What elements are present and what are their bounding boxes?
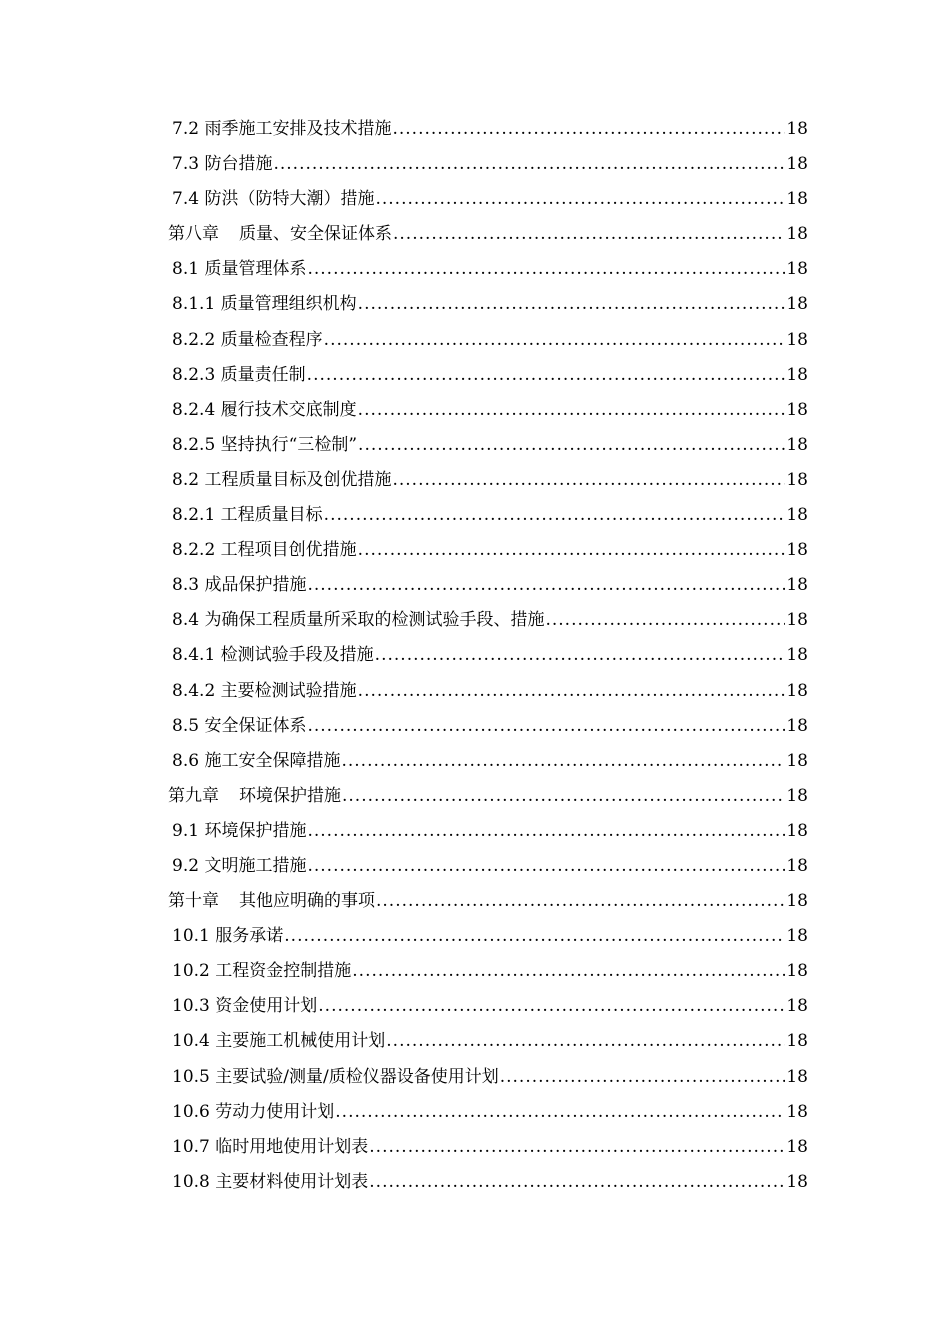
- toc-page-number: 18: [786, 680, 808, 701]
- toc-dot-leader: [342, 779, 785, 814]
- toc-page-number: 18: [786, 855, 808, 876]
- toc-dot-leader: [369, 1165, 785, 1200]
- toc-entry-label: 10.5 主要试验/测量/质检仪器设备使用计划: [172, 1066, 499, 1087]
- toc-entry-label: 9.1 环境保护措施: [172, 820, 307, 841]
- toc-entry-label: 7.4 防洪（防特大潮）措施: [172, 189, 375, 210]
- toc-page-number: 18: [786, 996, 808, 1017]
- toc-page-number: 18: [786, 154, 808, 175]
- toc-dot-leader: [375, 182, 785, 217]
- toc-entry[interactable]: [168, 989, 808, 1024]
- toc-entry-title: [172, 182, 374, 217]
- toc-entry-title: [172, 1024, 385, 1059]
- toc-page-number: 18: [786, 891, 808, 912]
- toc-entry[interactable]: [168, 919, 808, 954]
- toc-entry-label: 8.2.3 质量责任制: [172, 364, 306, 385]
- toc-dot-leader: [386, 1024, 785, 1059]
- toc-entry-label: 8.2.4 履行技术交底制度: [172, 399, 357, 420]
- toc-dot-leader: [369, 1130, 785, 1165]
- toc-dot-leader: [358, 533, 786, 568]
- toc-page-number: 18: [786, 434, 808, 455]
- toc-entry-label: 质量、安全保证体系: [239, 224, 392, 245]
- toc-dot-leader: [500, 1060, 786, 1095]
- toc-dot-leader: [358, 393, 786, 428]
- toc-entry-label: 8.1.1 质量管理组织机构: [172, 294, 357, 315]
- toc-entry[interactable]: [168, 1024, 808, 1059]
- toc-chapter-number: 第八章: [168, 224, 219, 245]
- toc-page-number: 18: [786, 1031, 808, 1052]
- toc-entry-title: [172, 252, 306, 287]
- toc-page-number: 18: [786, 399, 808, 420]
- toc-entry-label: 7.2 雨季施工安排及技术措施: [172, 119, 392, 139]
- toc-entry[interactable]: [168, 1060, 808, 1095]
- toc-dot-leader: [358, 428, 785, 463]
- toc-page-number: 18: [786, 1171, 808, 1192]
- toc-page-number: 18: [786, 1101, 808, 1122]
- toc-entry-label: 10.6 劳动力使用计划: [172, 1101, 335, 1122]
- toc-dot-leader: [358, 674, 786, 709]
- toc-entry-title: [172, 814, 306, 849]
- toc-entry-title: [172, 358, 306, 393]
- toc-page-number: 18: [786, 1136, 808, 1157]
- toc-entry[interactable]: [168, 252, 808, 287]
- toc-page-number: 18: [786, 820, 808, 841]
- toc-dot-leader: [341, 744, 785, 779]
- toc-entry-title: [172, 287, 357, 322]
- toc-page-number: 18: [786, 715, 808, 736]
- toc-page-number: 18: [786, 329, 808, 350]
- toc-dot-leader: [352, 954, 785, 989]
- toc-entry-title: [168, 217, 392, 252]
- toc-dot-leader: [284, 919, 785, 954]
- table-of-contents: [168, 112, 808, 1200]
- toc-entry-label: 10.1 服务承诺: [172, 926, 284, 947]
- toc-dot-leader: [375, 638, 786, 673]
- toc-dot-leader: [307, 849, 785, 884]
- toc-entry[interactable]: [168, 674, 808, 709]
- toc-entry-title: [172, 533, 357, 568]
- toc-entry-label: 8.2.1 工程质量目标: [172, 505, 323, 526]
- toc-dot-leader: [358, 287, 786, 322]
- toc-entry-title: [172, 954, 351, 989]
- toc-chapter-entry[interactable]: [168, 217, 808, 252]
- toc-entry-label: 其他应明确的事项: [239, 891, 375, 912]
- toc-entry[interactable]: [168, 358, 808, 393]
- toc-entry[interactable]: [168, 533, 808, 568]
- toc-entry-title: [172, 147, 272, 182]
- toc-chapter-entry[interactable]: [168, 884, 808, 919]
- toc-dot-leader: [307, 568, 785, 603]
- toc-entry-title: [172, 1095, 334, 1130]
- toc-entry-title: [172, 1130, 368, 1165]
- toc-page-number: 18: [786, 364, 808, 385]
- toc-entry-title: [172, 709, 306, 744]
- toc-entry-label: 8.6 施工安全保障措施: [172, 750, 341, 771]
- toc-entry[interactable]: [168, 814, 808, 849]
- toc-entry-title: [172, 463, 391, 498]
- toc-entry-label: 10.7 临时用地使用计划表: [172, 1136, 369, 1157]
- toc-entry-label: 8.1 质量管理体系: [172, 259, 307, 280]
- toc-entry-title: [172, 393, 357, 428]
- toc-dot-leader: [545, 603, 785, 638]
- toc-entry[interactable]: [168, 428, 808, 463]
- toc-entry-title: [168, 884, 375, 919]
- toc-entry[interactable]: [168, 1165, 808, 1200]
- toc-entry[interactable]: [168, 1130, 808, 1165]
- toc-entry-title: [172, 674, 357, 709]
- toc-dot-leader: [324, 323, 786, 358]
- toc-entry[interactable]: [168, 112, 808, 147]
- toc-entry-title: [172, 919, 283, 954]
- toc-entry[interactable]: [168, 638, 808, 673]
- toc-entry[interactable]: [168, 954, 808, 989]
- toc-entry[interactable]: [168, 147, 808, 182]
- toc-entry-label: 环境保护措施: [239, 785, 341, 806]
- toc-entry-label: 8.5 安全保证体系: [172, 715, 307, 736]
- toc-entry-title: [172, 498, 323, 533]
- toc-entry[interactable]: [168, 568, 808, 603]
- toc-entry-label: 8.2 工程质量目标及创优措施: [172, 469, 392, 490]
- toc-page-number: 18: [786, 575, 808, 596]
- toc-entry-label: 8.3 成品保护措施: [172, 575, 307, 596]
- toc-entry-title: [172, 603, 544, 638]
- toc-page-number: 18: [786, 750, 808, 771]
- toc-entry-label: 7.3 防台措施: [172, 154, 273, 175]
- toc-entry-title: [172, 849, 306, 884]
- toc-entry-label: 10.3 资金使用计划: [172, 996, 318, 1017]
- toc-chapter-number: 第十章: [168, 891, 219, 912]
- toc-page-number: 18: [786, 224, 808, 245]
- toc-entry[interactable]: [168, 709, 808, 744]
- toc-page-number: 18: [786, 961, 808, 982]
- toc-dot-leader: [307, 709, 785, 744]
- toc-dot-leader: [318, 989, 785, 1024]
- toc-page-number: 18: [786, 189, 808, 210]
- toc-entry-title: [172, 989, 317, 1024]
- toc-entry-label: 8.4.2 主要检测试验措施: [172, 680, 357, 701]
- toc-dot-leader: [307, 814, 785, 849]
- toc-entry-title: [172, 744, 340, 779]
- toc-entry-title: [172, 1060, 499, 1095]
- toc-dot-leader: [324, 498, 786, 533]
- toc-dot-leader: [392, 463, 785, 498]
- toc-entry-title: [168, 779, 341, 814]
- toc-entry-label: 10.2 工程资金控制措施: [172, 961, 352, 982]
- toc-entry[interactable]: [168, 498, 808, 533]
- toc-page-number: 18: [786, 610, 808, 631]
- toc-entry-label: 8.2.2 质量检查程序: [172, 329, 323, 350]
- toc-page-number: 18: [786, 540, 808, 561]
- toc-dot-leader: [376, 884, 785, 919]
- toc-entry-title: [172, 1165, 368, 1200]
- toc-entry[interactable]: [168, 182, 808, 217]
- toc-entry[interactable]: [168, 393, 808, 428]
- toc-dot-leader: [273, 147, 785, 182]
- toc-entry[interactable]: [168, 603, 808, 638]
- toc-entry-label: 8.4.1 检测试验手段及措施: [172, 645, 374, 666]
- toc-entry[interactable]: [168, 287, 808, 322]
- toc-dot-leader: [392, 112, 785, 147]
- toc-page-number: 18: [786, 785, 808, 806]
- toc-entry-label: 10.8 主要材料使用计划表: [172, 1171, 369, 1192]
- toc-entry[interactable]: [168, 323, 808, 358]
- toc-entry-title: [172, 568, 306, 603]
- toc-dot-leader: [335, 1095, 785, 1130]
- toc-page-number: 18: [786, 119, 808, 139]
- toc-entry[interactable]: [168, 744, 808, 779]
- toc-page-number: 18: [786, 469, 808, 490]
- toc-page-number: 18: [786, 926, 808, 947]
- toc-page-number: 18: [786, 1066, 808, 1087]
- toc-entry[interactable]: [168, 463, 808, 498]
- toc-chapter-entry[interactable]: [168, 779, 808, 814]
- toc-entry-title: [172, 323, 323, 358]
- toc-entry-title: [172, 428, 357, 463]
- toc-dot-leader: [393, 217, 785, 252]
- toc-dot-leader: [307, 358, 786, 393]
- toc-entry[interactable]: [168, 849, 808, 884]
- toc-entry-label: 8.2.2 工程项目创优措施: [172, 540, 357, 561]
- toc-page-number: 18: [786, 294, 808, 315]
- toc-page-number: 18: [786, 259, 808, 280]
- toc-dot-leader: [307, 252, 785, 287]
- toc-chapter-number: 第九章: [168, 785, 219, 806]
- toc-entry-label: 8.4 为确保工程质量所采取的检测试验手段、措施: [172, 610, 545, 631]
- toc-entry[interactable]: [168, 1095, 808, 1130]
- toc-entry-label: 9.2 文明施工措施: [172, 855, 307, 876]
- toc-entry-label: 8.2.5 坚持执行“三检制”: [172, 434, 358, 455]
- toc-entry-label: 10.4 主要施工机械使用计划: [172, 1031, 386, 1052]
- toc-entry-title: [172, 112, 391, 147]
- toc-page-number: 18: [786, 645, 808, 666]
- toc-page-number: 18: [786, 505, 808, 526]
- toc-entry-title: [172, 638, 374, 673]
